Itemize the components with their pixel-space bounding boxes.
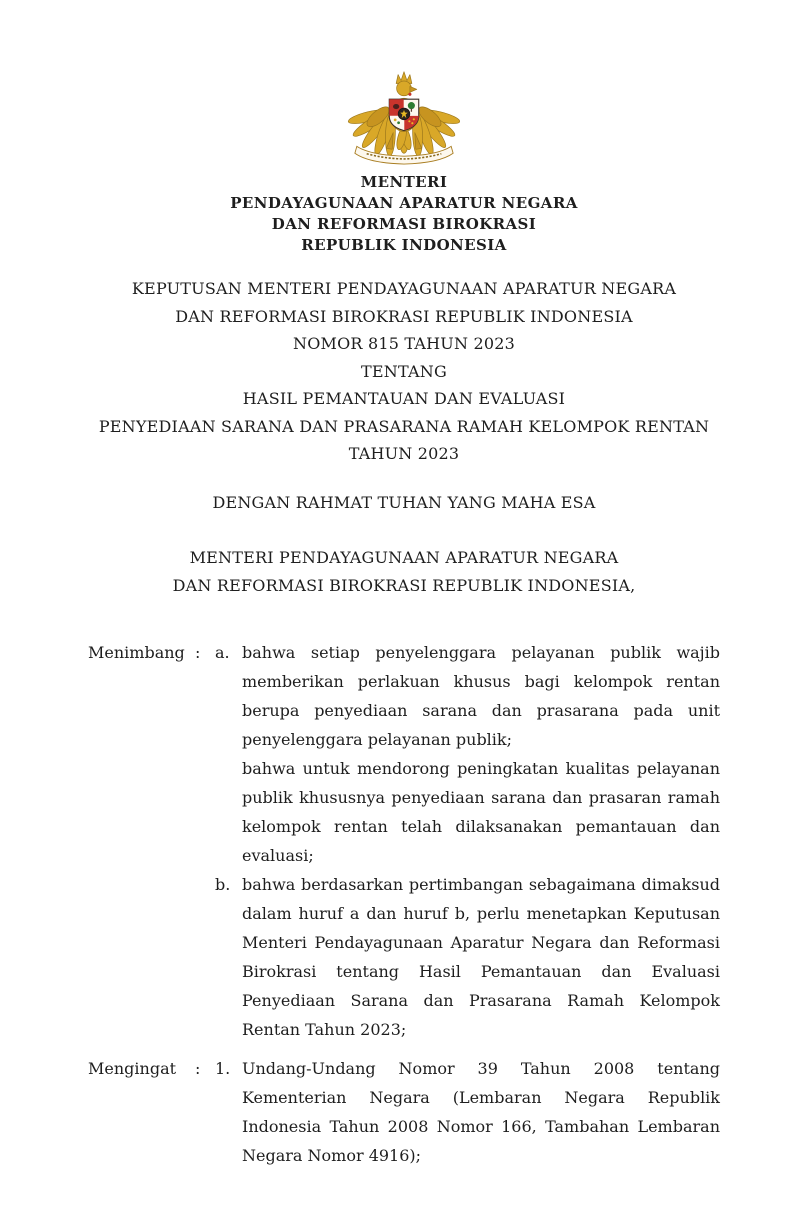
pancasila-shield bbox=[389, 99, 418, 130]
section-colon: : bbox=[195, 1058, 201, 1078]
clause-text: bahwa setiap penyelenggara pelayanan publik wajib memberikan perlakuan khusus bagi kelompok rentan berupa penyediaan sarana dan prasarana pada unit penyelenggara pelayanan publik; bbox=[242, 642, 720, 749]
section-label: Mengingat bbox=[88, 1058, 177, 1078]
legal-basis-section bbox=[88, 1054, 720, 1170]
section-colon bbox=[195, 870, 215, 1044]
rice-cotton bbox=[394, 118, 397, 121]
clause-marker: 1. bbox=[215, 1058, 231, 1078]
considerations-section bbox=[88, 638, 720, 1044]
clause-marker bbox=[215, 754, 242, 870]
section-label bbox=[88, 870, 195, 1044]
invocation: DENGAN RAHMAT TUHAN YANG MAHA ESA bbox=[212, 492, 596, 512]
clause-row bbox=[88, 870, 720, 1044]
clause-text: bahwa berdasarkan pertimbangan sebagaimana dimaksud dalam huruf a dan huruf b, perlu menetapkan Keputusan Menteri Pendayagunaan Aparatur Negara dan Reformasi Birokrasi tentang Hasil Pemantauan dan Evaluasi Penyediaan Sarana dan Prasarana Ramah Kelompok Rentan Tahun 2023; bbox=[242, 874, 720, 1039]
bull-head bbox=[393, 104, 399, 109]
banyan-tree bbox=[408, 102, 415, 109]
clause-marker: a. bbox=[215, 642, 230, 662]
letterhead-line: DAN REFORMASI BIROKRASI bbox=[271, 215, 537, 233]
authority-block bbox=[88, 544, 720, 600]
section-label bbox=[88, 754, 195, 870]
letterhead-line: MENTERI bbox=[360, 173, 448, 191]
decree-title-line: TAHUN 2023 bbox=[348, 444, 460, 463]
chain bbox=[408, 120, 410, 122]
decree-title bbox=[88, 275, 720, 468]
authority-line: DAN REFORMASI BIROKRASI REPUBLIK INDONESIA, bbox=[172, 575, 636, 595]
garuda-wattle bbox=[408, 93, 411, 96]
letterhead-line: REPUBLIK INDONESIA bbox=[301, 236, 507, 254]
clause-row bbox=[88, 638, 720, 754]
section-colon: : bbox=[195, 642, 201, 662]
decree-title-line: DAN REFORMASI BIROKRASI REPUBLIK INDONESIA bbox=[175, 306, 633, 326]
garuda-pancasila-emblem bbox=[345, 54, 463, 166]
decree-title-line: PENYEDIAAN SARANA DAN PRASARANA RAMAH KELOMPOK RENTAN bbox=[98, 416, 710, 436]
decree-title-line: TENTANG bbox=[361, 361, 447, 381]
section-label: Menimbang bbox=[88, 642, 185, 662]
decree-title-line: KEPUTUSAN MENTERI PENDAYAGUNAAN APARATUR NEGARA bbox=[131, 279, 677, 298]
decree-title-line: NOMOR 815 TAHUN 2023 bbox=[293, 334, 515, 353]
decree-title-line: HASIL PEMANTAUAN DAN EVALUASI bbox=[242, 389, 566, 408]
letterhead-line: PENDAYAGUNAAN APARATUR NEGARA bbox=[230, 194, 578, 212]
authority-line: MENTERI PENDAYAGUNAAN APARATUR NEGARA bbox=[189, 547, 619, 567]
letterhead bbox=[88, 172, 720, 256]
clause-marker: b. bbox=[215, 874, 231, 894]
section-colon bbox=[195, 754, 215, 870]
garuda-beak bbox=[410, 86, 417, 92]
clause-row bbox=[88, 754, 720, 870]
clause-text: Undang-Undang Nomor 39 Tahun 2008 tentang Kementerian Negara (Lembaran Negara Republik Indonesia Tahun 2008 Nomor 166, Tambahan Lembaran Negara Nomor 4916); bbox=[242, 1058, 720, 1165]
clause-text: bahwa untuk mendorong peningkatan kualitas pelayanan publik khususnya penyediaan sarana dan prasaran ramah kelompok rentan telah dilaksanakan pemantauan dan evaluasi; bbox=[242, 758, 720, 865]
clause-row bbox=[88, 1054, 720, 1170]
